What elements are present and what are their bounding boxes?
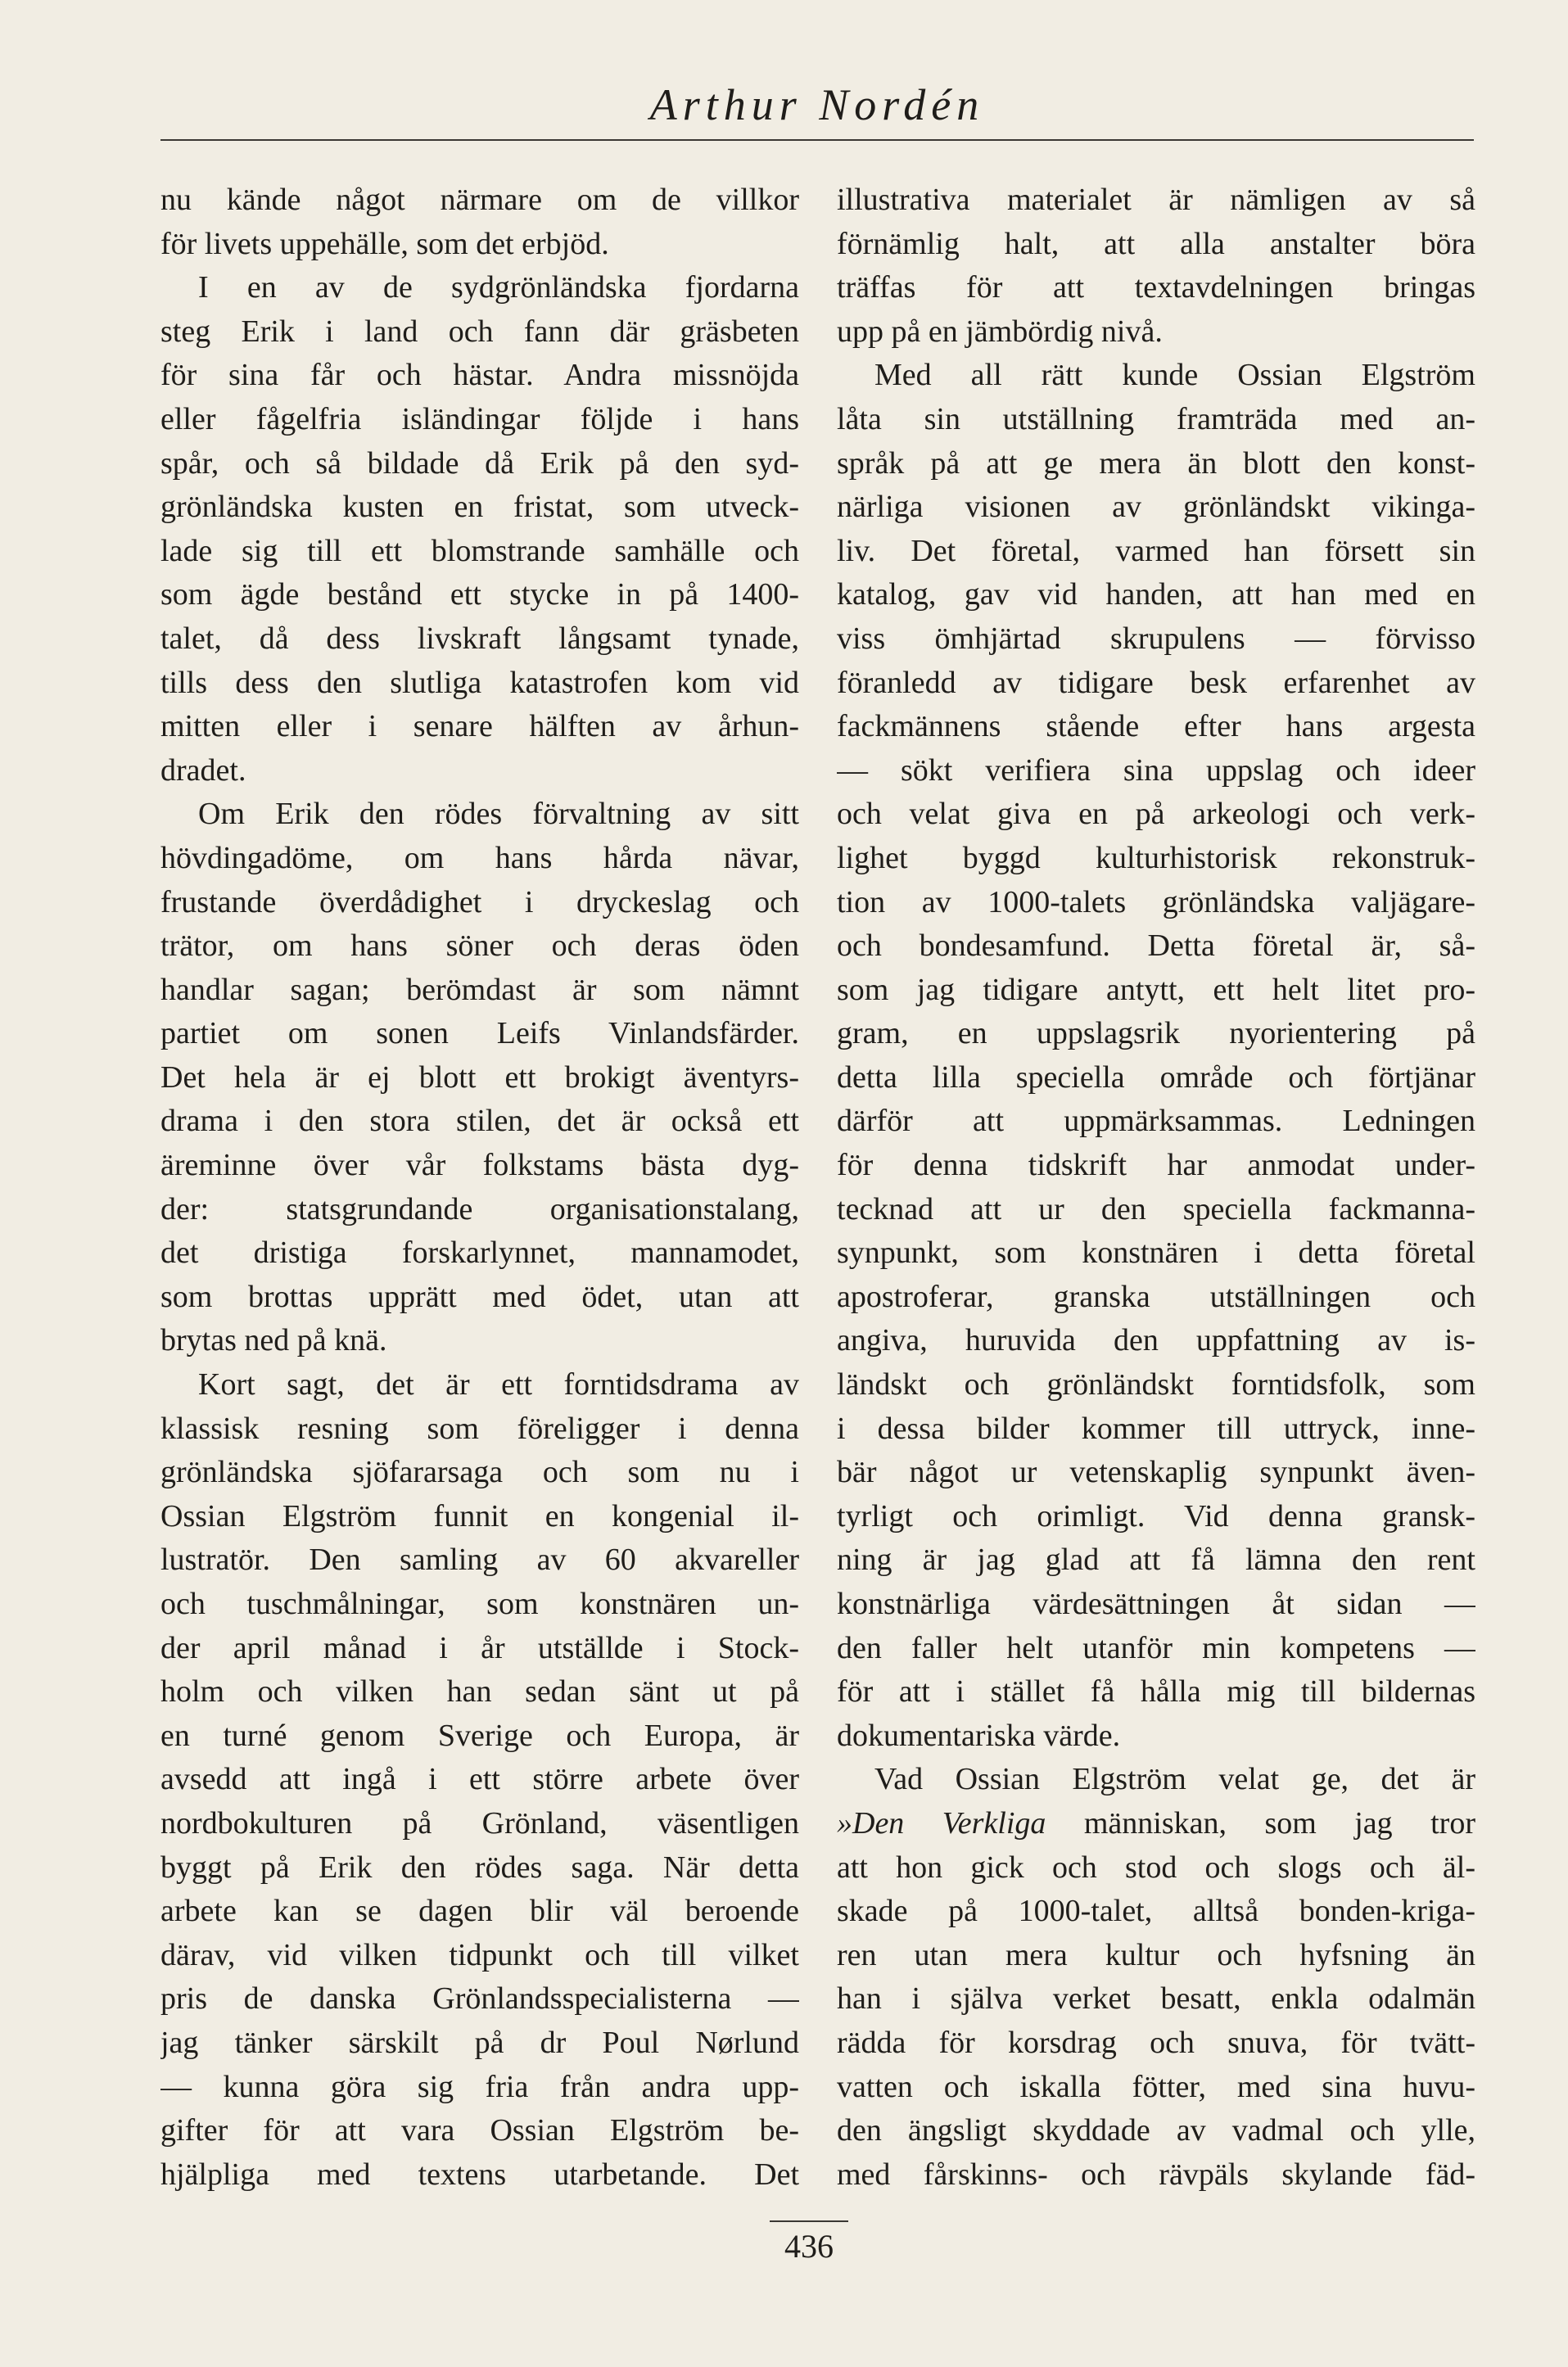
text-line: gram, en uppslagsrik nyorientering på [837,1016,1475,1051]
text-line: tion av 1000-talets grönländska valjägare- [837,884,1475,919]
text-line: frustande överdådighet i dryckeslag och [160,884,799,919]
text-line: tecknad att ur den speciella fackmanna- [837,1191,1475,1226]
text-line: der: statsgrundande organisationstalang, [160,1191,799,1226]
text-line: partiet om sonen Leifs Vinlandsfärder. [160,1016,799,1051]
text-line: för sina får och hästar. Andra missnöjda [160,358,799,393]
text-line: som jag tidigare antytt, ett helt litet pro- [837,972,1475,1007]
text-line: spår, och så bildade då Erik på den syd- [160,445,799,481]
text-line: skade på 1000-talet, alltså bonden-kriga- [837,1894,1475,1929]
text-line: upp på en jämbördig nivå. [837,314,1163,349]
text-line: äreminne över vår folkstams bästa dyg- [160,1148,799,1183]
text-line: föranledd av tidigare besk erfarenhet av [837,665,1475,700]
text-line: byggt på Erik den rödes saga. När detta [160,1850,799,1885]
text-line: hövdingadöme, om hans hårda nävar, [160,840,799,875]
text-line: därför att uppmärksammas. Ledningen [837,1104,1475,1139]
text-line: mitten eller i senare hälften av århun- [160,709,799,744]
text-line: grönländska kusten en fristat, som utveck- [160,490,799,525]
text-line: och tuschmålningar, som konstnären un- [160,1587,799,1621]
text-line: synpunkt, som konstnären i detta företal [837,1235,1475,1271]
text-line: en turné genom Sverige och Europa, är [160,1718,799,1753]
running-header: Arthur Nordén [649,80,985,129]
text-line: drama i den stora stilen, det är också ett [160,1104,799,1139]
text-line: ländskt och grönländskt forntidsfolk, som [837,1367,1475,1403]
text-line: lighet byggd kulturhistorisk rekonstruk- [837,840,1475,875]
text-line: och velat giva en på arkeologi och verk- [837,797,1475,832]
page-number: 436 [784,2228,834,2265]
text-line: vatten och iskalla fötter, med sina huvu- [837,2069,1475,2104]
text-line: rädda för korsdrag och snuva, för tvätt- [837,2025,1475,2060]
text-line: arbete kan se dagen blir väl beroende [160,1894,799,1929]
text-line: Det hela är ej blott ett brokigt äventyrs- [160,1059,799,1095]
text-line: brytas ned på knä. [160,1323,387,1358]
text-line: för denna tidskrift har anmodat under- [837,1148,1475,1183]
text-line: därav, vid vilken tidpunkt och till vilket [160,1937,799,1972]
text-line: som brottas upprätt med ödet, utan att [160,1279,799,1314]
text-line: gifter för att vara Ossian Elgström be- [160,2113,799,2148]
text-line: konstnärliga värdesättningen åt sidan — [837,1587,1475,1621]
text-line: hjälpliga med textens utarbetande. Det [160,2157,799,2192]
text-line: Ossian Elgström funnit en kongenial il- [160,1498,799,1534]
text-line: Vad Ossian Elgström velat ge, det är [874,1762,1475,1797]
text-line: närliga visionen av grönländskt vikinga- [837,490,1475,525]
text-line: han i själva verket besatt, enkla odalmän [837,1981,1475,2017]
text-line: — kunna göra sig fria från andra upp- [160,2069,799,2104]
text-line: ning är jag glad att få lämna den rent [837,1543,1475,1578]
text-line: Kort sagt, det är ett forntidsdrama av [198,1367,799,1403]
text-line: den ängsligt skyddade av vadmal och ylle, [837,2113,1475,2148]
text-line: jag tänker särskilt på dr Poul Nørlund [160,2025,799,2060]
text-line: nu kände något närmare om de villkor [160,183,799,217]
text-line: »Den Verkliga människan, som jag tror [837,1805,1475,1841]
text-line: språk på att ge mera än blott den konst- [837,445,1475,481]
text-line: tills dess den slutliga katastrofen kom vid [160,665,799,700]
text-line: eller fågelfria isländingar följde i hans [160,401,799,436]
page-number-rule [770,2220,848,2222]
text-line: tyrligt och orimligt. Vid denna gransk- [837,1498,1475,1534]
header-rule [160,139,1474,141]
text-line: pris de danska Grönlandsspecialisterna — [160,1981,799,2017]
text-line: lustratör. Den samling av 60 akvareller [160,1543,799,1578]
text-line: der april månad i år utställde i Stock- [160,1630,799,1665]
text-line: dokumentariska värde. [837,1718,1121,1753]
text-line: med fårskinns- och rävpäls skylande fäd- [837,2157,1475,2192]
text-line: apostroferar, granska utställningen och [837,1279,1475,1314]
text-line: I en av de sydgrönländska fjordarna [198,270,799,305]
text-line: ren utan mera kultur och hyfsning än [837,1937,1475,1972]
text-line: för att i stället få hålla mig till bildernas [837,1674,1475,1710]
text-line: den faller helt utanför min kompetens — [837,1630,1475,1665]
text-line: angiva, huruvida den uppfattning av is- [837,1323,1475,1358]
text-line: katalog, gav vid handen, att han med en [837,577,1475,612]
text-line: som ägde bestånd ett stycke in på 1400- [160,577,799,612]
text-line: holm och vilken han sedan sänt ut på [160,1674,799,1710]
text-line: och bondesamfund. Detta företal är, så- [837,928,1475,964]
text-line: nordbokulturen på Grönland, väsentligen [160,1805,799,1841]
text-line: detta lilla speciella område och förtjänar [837,1059,1475,1095]
text-line: bär något ur vetenskaplig synpunkt även- [837,1455,1475,1490]
text-line: liv. Det företal, varmed han försett sin [837,533,1475,568]
text-line: talet, då dess livskraft långsamt tynade, [160,621,799,656]
text-line: klassisk resning som föreligger i denna [160,1411,799,1446]
text-line: handlar sagan; berömdast är som nämnt [160,972,799,1007]
text-line: att hon gick och stod och slogs och äl- [837,1850,1475,1885]
right-column [837,178,1475,2197]
text-line: — sökt verifiera sina uppslag och ideer [837,752,1475,788]
text-line: dradet. [160,752,246,788]
text-line: fackmännens stående efter hans argesta [837,709,1475,744]
text-line: illustrativa materialet är nämligen av så [837,183,1475,217]
text-line: grönländska sjöfararsaga och som nu i [160,1455,799,1490]
text-line: i dessa bilder kommer till uttryck, inne- [837,1411,1475,1446]
left-column [160,178,799,2197]
text-line: förnämlig halt, att alla anstalter böra [837,226,1475,261]
text-line: viss ömhjärtad skrupulens — förvisso [837,621,1475,656]
text-line: lade sig till ett blomstrande samhälle och [160,533,799,568]
text-line: Om Erik den rödes förvaltning av sitt [198,797,799,832]
text-line: det dristiga forskarlynnet, mannamodet, [160,1235,799,1271]
text-line: för livets uppehälle, som det erbjöd. [160,226,609,261]
text-line: trätor, om hans söner och deras öden [160,928,799,964]
text-line: avsedd att ingå i ett större arbete över [160,1762,799,1797]
text-line: låta sin utställning framträda med an- [837,401,1475,436]
text-line: steg Erik i land och fann där gräsbeten [160,314,799,349]
text-line: träffas för att textavdelningen bringas [837,270,1475,305]
text-line: Med all rätt kunde Ossian Elgström [874,358,1475,393]
